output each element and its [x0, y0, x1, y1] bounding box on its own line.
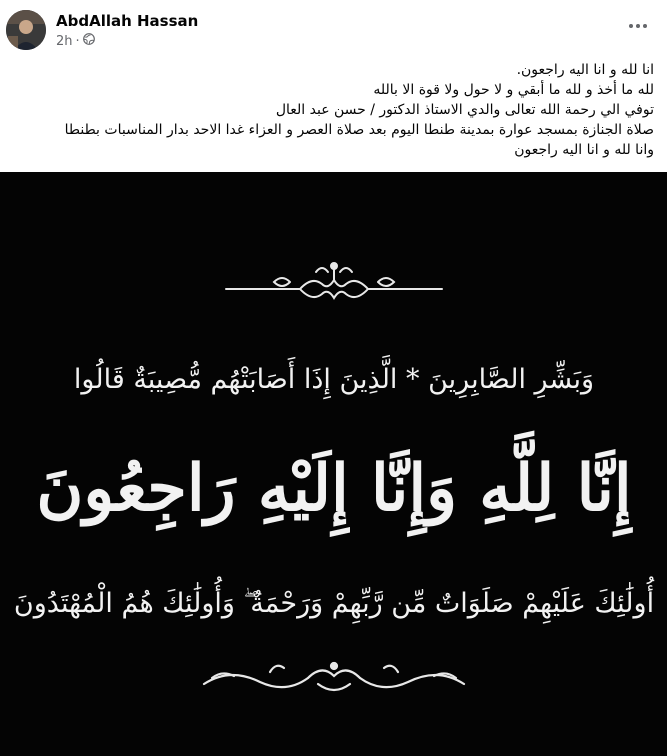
author-name[interactable]: AbdAllah Hassan: [56, 12, 199, 30]
verse-top: وَبَشِّرِ الصَّابِرِينَ * الَّذِينَ إِذَا أَصَابَتْهُم مُّصِيبَةٌ قَالُوا: [73, 364, 595, 395]
post-text-line: توفي الي رحمة الله تعالى والدي الاستاذ الدكتور / حسن عبد العال: [275, 102, 654, 118]
separator-dot: ·: [75, 33, 80, 49]
post-text-line: انا لله و انا اليه راجعون.: [516, 62, 654, 78]
top-ornament: [226, 263, 442, 298]
globe-icon[interactable]: [83, 33, 95, 49]
post-text-line: لله ما أخذ و لله ما أبقي و لا حول ولا قوة الا بالله: [373, 82, 654, 98]
verse-main: إِنَّا لِلَّهِ وَإِنَّا إِلَيْهِ رَاجِعُونَ: [36, 451, 632, 526]
post-time[interactable]: 2h: [56, 33, 73, 49]
post-text-line: صلاة الجنازة بمسجد عوارة بمدينة طنطا اليوم بعد صلاة العصر و العزاء غدا الاحد بدار المناسبات بطنطا: [64, 122, 654, 138]
post-image[interactable]: [0, 172, 667, 756]
post-meta: [56, 33, 95, 49]
more-dots-icon[interactable]: [623, 14, 653, 38]
verse-bottom: أُولَٰئِكَ عَلَيْهِمْ صَلَوَاتٌ مِّن رَّبِّهِمْ وَرَحْمَةٌ ۖ وَأُولَٰئِكَ هُمُ الْمُهْتَدُونَ: [13, 588, 655, 619]
bottom-ornament: [204, 663, 464, 690]
avatar[interactable]: [6, 10, 46, 50]
post-text-line: وانا لله و انا اليه راجعون: [514, 142, 654, 158]
post-header: [0, 0, 667, 56]
